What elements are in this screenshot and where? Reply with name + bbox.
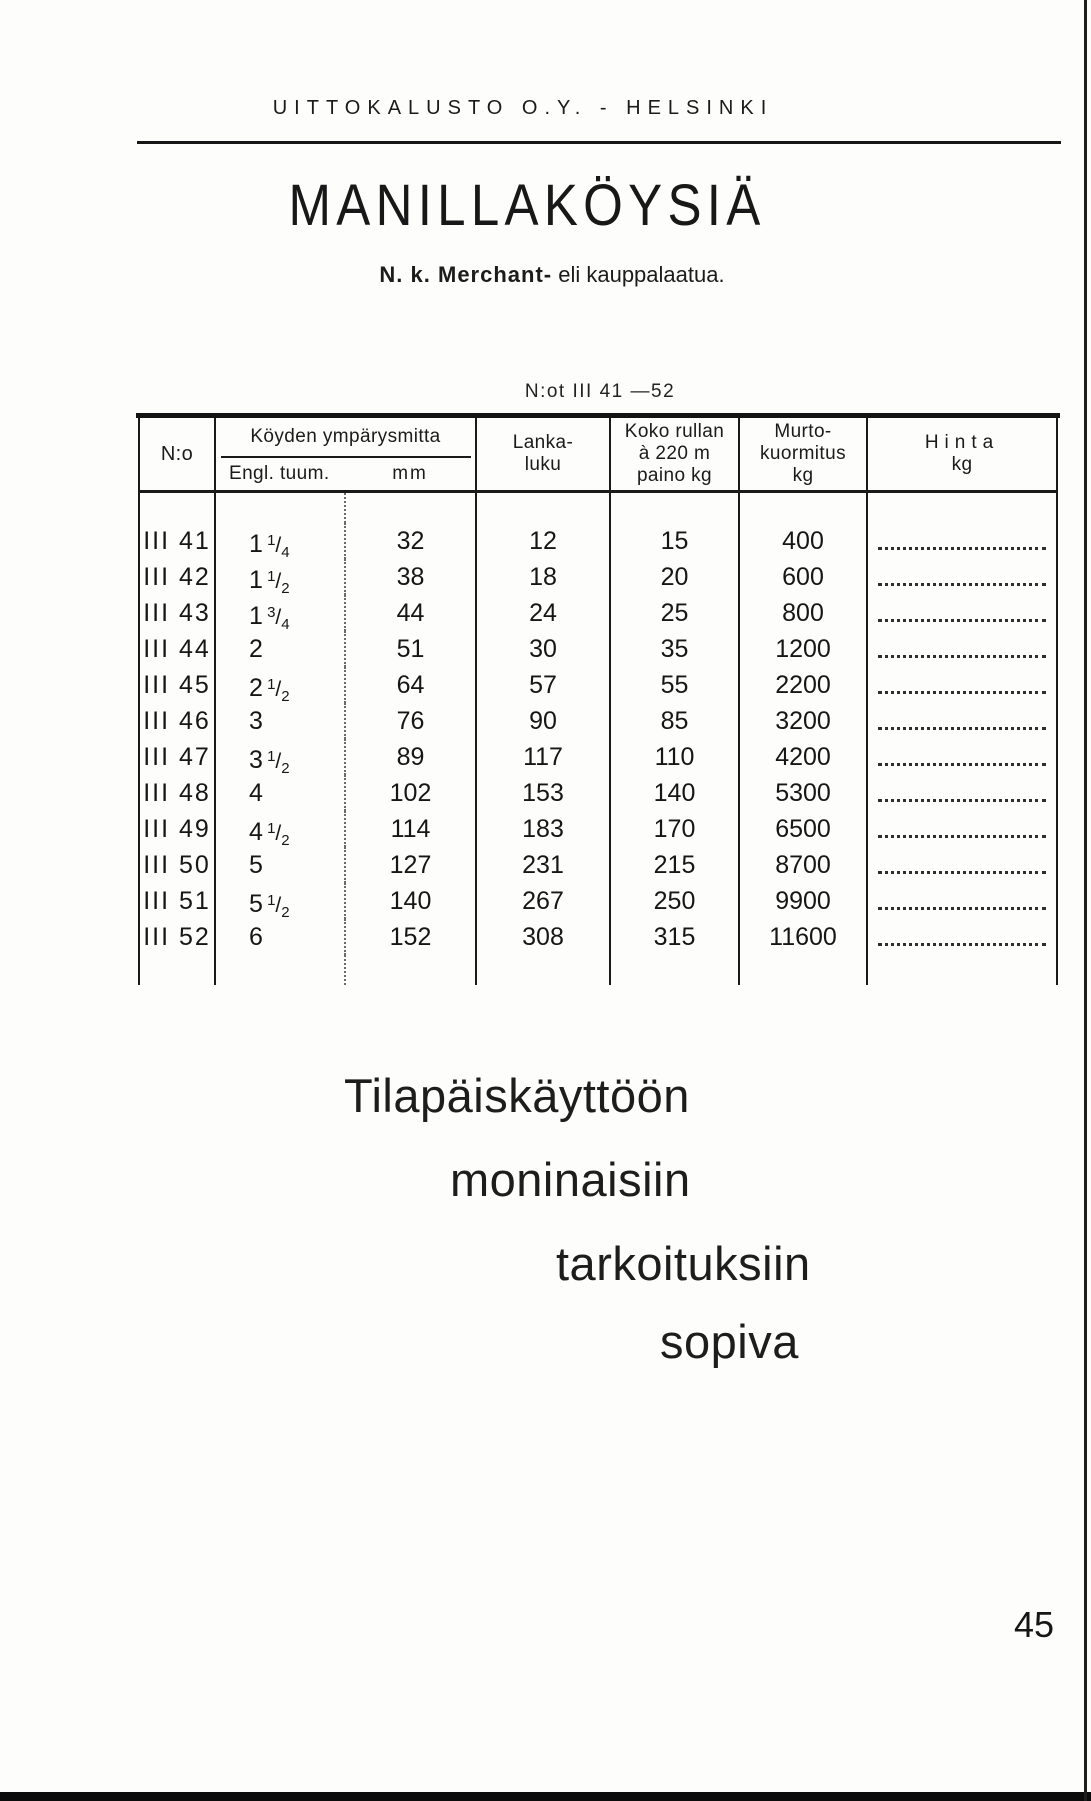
cell-hinta: [868, 523, 1058, 559]
cell-hinta: [868, 739, 1058, 775]
cell-lanka: [477, 955, 611, 985]
cell-mm: 89: [346, 739, 477, 775]
cell-no: III 46: [138, 703, 216, 739]
column-header-coil-weight: Koko rullan à 220 m paino kg: [611, 418, 740, 490]
cell-no: [138, 493, 216, 523]
subtitle-grade-rest: eli kauppalaatua.: [552, 262, 725, 287]
cell-mm: [346, 955, 477, 985]
cell-murto: [740, 493, 868, 523]
cell-no: [138, 955, 216, 985]
scan-bottom-bar: [0, 1792, 1091, 1801]
cell-murto: 800: [740, 595, 868, 631]
cell-koko: 85: [611, 703, 740, 739]
cell-lanka: 90: [477, 703, 611, 739]
catalog-range-note: N:ot III 41 —52: [524, 381, 676, 402]
cell-murto: 3200: [740, 703, 868, 739]
cell-koko: 315: [611, 919, 740, 955]
price-dotted-line: [878, 835, 1046, 838]
price-dotted-line: [878, 547, 1046, 550]
cell-mm: 114: [346, 811, 477, 847]
circumference-subheaders: [216, 458, 475, 490]
cell-no: III 51: [138, 883, 216, 919]
cell-mm: 64: [346, 667, 477, 703]
cell-mm: 44: [346, 595, 477, 631]
cell-hinta: [868, 811, 1058, 847]
cell-hinta: [868, 595, 1058, 631]
table-row: [138, 811, 1058, 847]
price-dotted-line: [878, 763, 1046, 766]
cell-lanka: 267: [477, 883, 611, 919]
cell-koko: 35: [611, 631, 740, 667]
table-row: [138, 883, 1058, 919]
cell-engl: 2: [216, 631, 346, 667]
cell-no: III 42: [138, 559, 216, 595]
cell-engl: 2 $^1/_2$: [216, 667, 346, 703]
cell-koko: [611, 493, 740, 523]
table-row: [138, 523, 1058, 559]
price-dotted-line: [878, 655, 1046, 658]
column-header-number-label: N:o: [160, 443, 194, 465]
cell-mm: 140: [346, 883, 477, 919]
cell-hinta: [868, 703, 1058, 739]
circumference-group-label: Köyden ympärysmitta: [250, 426, 441, 448]
cell-mm: [346, 493, 477, 523]
cell-no: III 52: [138, 919, 216, 955]
cell-no: III 44: [138, 631, 216, 667]
cell-mm: 127: [346, 847, 477, 883]
cell-lanka: 153: [477, 775, 611, 811]
cell-no: III 48: [138, 775, 216, 811]
price-dotted-line: [878, 943, 1046, 946]
cell-murto: 6500: [740, 811, 868, 847]
table-row: [138, 631, 1058, 667]
table-header-row: [138, 418, 1058, 493]
column-header-circumference: [216, 418, 477, 490]
cell-no: III 45: [138, 667, 216, 703]
price-dotted-line: [878, 871, 1046, 874]
cell-lanka: 117: [477, 739, 611, 775]
scan-right-edge: [1084, 0, 1087, 1801]
cell-murto: 400: [740, 523, 868, 559]
cell-no: III 49: [138, 811, 216, 847]
footer-slogan-line-3: tarkoituksiin: [556, 1237, 811, 1290]
cell-no: III 43: [138, 595, 216, 631]
cell-mm: 152: [346, 919, 477, 955]
cell-murto: 600: [740, 559, 868, 595]
column-header-breaking-load: Murto- kuormitus kg: [740, 418, 868, 490]
cell-murto: 2200: [740, 667, 868, 703]
table-body: [138, 493, 1058, 985]
table-row: [138, 847, 1058, 883]
footer-slogan-line-1: Tilapäiskäyttöön: [344, 1069, 690, 1122]
cell-mm: 51: [346, 631, 477, 667]
cell-engl: [216, 493, 346, 523]
column-header-price: Hinta kg: [868, 418, 1058, 490]
cell-murto: 9900: [740, 883, 868, 919]
cell-engl: 5 $^1/_2$: [216, 883, 346, 919]
cell-engl: 1 $^1/_2$: [216, 559, 346, 595]
subtitle-grade-name: N. k. Merchant-: [379, 262, 553, 287]
cell-hinta: [868, 775, 1058, 811]
cell-hinta: [868, 631, 1058, 667]
cell-no: III 47: [138, 739, 216, 775]
cell-koko: 170: [611, 811, 740, 847]
cell-lanka: 231: [477, 847, 611, 883]
cell-koko: 250: [611, 883, 740, 919]
cell-lanka: 18: [477, 559, 611, 595]
cell-lanka: 30: [477, 631, 611, 667]
cell-engl: 4 $^1/_2$: [216, 811, 346, 847]
table-row: [138, 595, 1058, 631]
price-dotted-line: [878, 799, 1046, 802]
cell-hinta: [868, 919, 1058, 955]
cell-hinta: [868, 883, 1058, 919]
price-dotted-line: [878, 619, 1046, 622]
header-rule: [137, 141, 1061, 144]
cell-lanka: 308: [477, 919, 611, 955]
cell-engl: 3: [216, 703, 346, 739]
cell-engl: 1 $^1/_4$: [216, 523, 346, 559]
cell-lanka: 57: [477, 667, 611, 703]
cell-hinta: [868, 559, 1058, 595]
cell-murto: 11600: [740, 919, 868, 955]
cell-lanka: [477, 493, 611, 523]
cell-hinta: [868, 847, 1058, 883]
table-row: [138, 919, 1058, 955]
cell-lanka: 183: [477, 811, 611, 847]
cell-engl: 1 $^3/_4$: [216, 595, 346, 631]
table-row: [138, 667, 1058, 703]
table-row: [138, 775, 1058, 811]
price-dotted-line: [878, 727, 1046, 730]
page-subtitle: [379, 262, 724, 288]
cell-no: III 50: [138, 847, 216, 883]
cell-koko: 55: [611, 667, 740, 703]
cell-murto: 5300: [740, 775, 868, 811]
column-header-mm: mm: [392, 463, 428, 485]
rope-price-table: [138, 413, 1058, 985]
cell-koko: 140: [611, 775, 740, 811]
table-row: [138, 559, 1058, 595]
price-dotted-line: [878, 583, 1046, 586]
cell-murto: [740, 955, 868, 985]
cell-koko: 25: [611, 595, 740, 631]
price-dotted-line: [878, 907, 1046, 910]
cell-koko: 20: [611, 559, 740, 595]
cell-koko: 15: [611, 523, 740, 559]
table-spacer-row: [138, 955, 1058, 985]
cell-hinta: [868, 955, 1058, 985]
page-title: MANILLAKÖYSIÄ: [288, 173, 766, 238]
table-row: [138, 739, 1058, 775]
cell-engl: 6: [216, 919, 346, 955]
column-header-number: [138, 418, 216, 490]
cell-engl: 4: [216, 775, 346, 811]
page-number: 45: [1014, 1604, 1055, 1645]
cell-koko: [611, 955, 740, 985]
cell-mm: 32: [346, 523, 477, 559]
cell-engl: 3 $^1/_2$: [216, 739, 346, 775]
cell-engl: 5: [216, 847, 346, 883]
price-dotted-line: [878, 691, 1046, 694]
cell-murto: 8700: [740, 847, 868, 883]
cell-no: III 41: [138, 523, 216, 559]
cell-hinta: [868, 667, 1058, 703]
cell-mm: 102: [346, 775, 477, 811]
column-header-strand-count: Lanka- luku: [477, 418, 611, 490]
table-spacer-row: [138, 493, 1058, 523]
footer-slogan-line-2: moninaisiin: [450, 1153, 691, 1206]
cell-mm: 38: [346, 559, 477, 595]
cell-hinta: [868, 493, 1058, 523]
table-row: [138, 703, 1058, 739]
cell-koko: 215: [611, 847, 740, 883]
cell-murto: 1200: [740, 631, 868, 667]
company-header: UITTOKALUSTO O.Y. - HELSINKI: [272, 97, 774, 119]
cell-mm: 76: [346, 703, 477, 739]
cell-koko: 110: [611, 739, 740, 775]
cell-lanka: 24: [477, 595, 611, 631]
cell-engl: [216, 955, 346, 985]
column-header-inches: Engl. tuum.: [229, 463, 330, 485]
footer-slogan-line-4: sopiva: [660, 1315, 799, 1368]
cell-murto: 4200: [740, 739, 868, 775]
cell-lanka: 12: [477, 523, 611, 559]
